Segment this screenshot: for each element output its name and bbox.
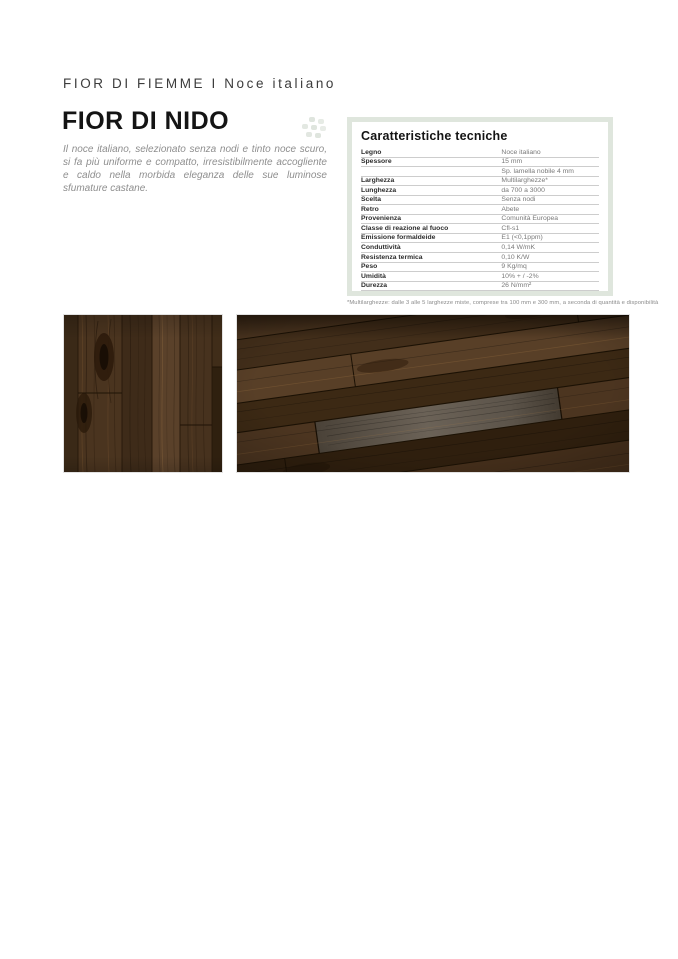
spec-row xyxy=(361,253,599,263)
spec-row xyxy=(361,243,599,253)
spec-value: Multilarghezze* xyxy=(501,177,548,185)
spec-label: Provenienza xyxy=(361,215,402,223)
spec-value: 26 N/mm² xyxy=(501,282,532,290)
page-title: FIOR DI NIDO xyxy=(62,107,230,135)
spec-label: Conduttività xyxy=(361,244,401,252)
spec-label: Larghezza xyxy=(361,177,395,185)
spec-value: 0,10 K/W xyxy=(501,253,530,261)
spec-row xyxy=(361,234,599,244)
spec-value: Noce italiano xyxy=(501,148,541,156)
spec-row xyxy=(361,196,599,206)
spec-label: Durezza xyxy=(361,282,388,290)
spec-row xyxy=(361,148,599,158)
spec-label: Emissione formaldeide xyxy=(361,234,436,242)
spec-label: Retro xyxy=(361,205,379,213)
spec-label: Classe di reazione al fuoco xyxy=(361,224,449,232)
spec-row xyxy=(361,224,599,234)
technical-specs-panel xyxy=(347,117,613,296)
wood-floor-perspective-image xyxy=(236,314,630,473)
wood-sample-texture xyxy=(64,315,222,472)
spec-row xyxy=(361,158,599,168)
spec-value: Comunità Europea xyxy=(501,215,559,223)
spec-value: Sp. lamella nobile 4 mm xyxy=(501,167,574,175)
spec-value: Abete xyxy=(501,205,520,213)
spec-value: 15 mm xyxy=(501,158,523,166)
specs-footnote: *Multilarghezze: dalle 3 alle 5 larghezze miste, comprese tra 100 mm e 300 mm, a seconda di quantità e disponibilità xyxy=(347,300,659,306)
wood-sample-closeup-image xyxy=(63,314,223,473)
spec-label: Scelta xyxy=(361,196,382,204)
spec-row xyxy=(361,272,599,282)
specs-title: Caratteristiche tecniche xyxy=(361,129,508,143)
spec-value: 0,14 W/mK xyxy=(501,244,536,252)
spec-label: Spessore xyxy=(361,158,392,166)
breadcrumb: FIOR DI FIEMME I Noce italiano xyxy=(63,76,337,91)
spec-value: E1 (<0,1ppm) xyxy=(501,234,543,242)
spec-value: 10% + / -2% xyxy=(501,272,539,280)
spec-row xyxy=(361,215,599,225)
spec-row xyxy=(361,205,599,215)
spec-value: Senza nodi xyxy=(501,196,536,204)
spec-row xyxy=(361,263,599,273)
spec-value: 9 Kg/mq xyxy=(501,263,527,271)
spec-label: Umidità xyxy=(361,272,386,280)
spec-row xyxy=(361,186,599,196)
spec-value: da 700 a 3000 xyxy=(501,186,545,194)
product-description: Il noce italiano, selezionato senza nodi e tinto noce scuro, si fa più uniforme e compatto, irresistibilmente accogliente e caldo nella morbida eleganza delle sue luminose sfumature castane. xyxy=(63,144,327,194)
spec-row xyxy=(361,282,599,292)
spec-row xyxy=(361,177,599,187)
spec-label: Resistenza termica xyxy=(361,253,423,261)
dots-cluster-icon xyxy=(301,116,331,142)
specs-rows xyxy=(361,148,599,291)
spec-label: Peso xyxy=(361,263,378,271)
spec-row xyxy=(361,167,599,177)
spec-label: Legno xyxy=(361,148,382,156)
spec-label: Lunghezza xyxy=(361,186,397,194)
wood-floor-texture xyxy=(237,315,629,472)
spec-value: Cfl-s1 xyxy=(501,224,520,232)
